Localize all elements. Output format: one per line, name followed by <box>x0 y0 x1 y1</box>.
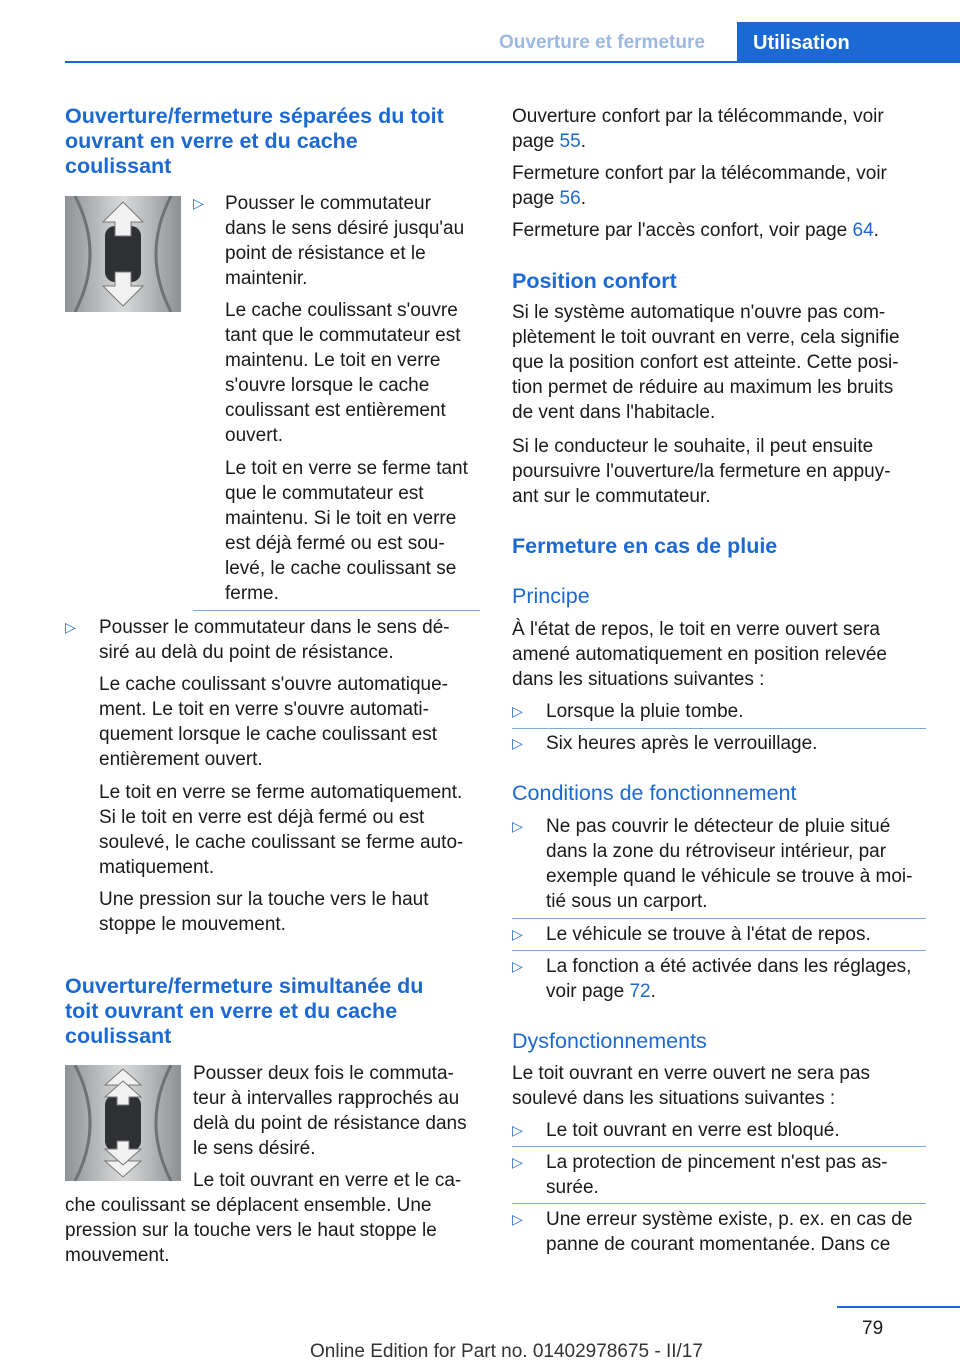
bullet-text: Une erreur système existe, p. ex. en cas de panne de courant momentanée. Dans ce <box>546 1209 913 1255</box>
switch-figure-1 <box>65 196 181 312</box>
bullet-icon: ▷ <box>193 195 204 211</box>
bullet-icon: ▷ <box>512 1154 523 1170</box>
paragraph-remote-close: Fermeture confort par la télécommande, voir page 56. <box>512 163 887 209</box>
bullet-icon: ▷ <box>512 926 523 942</box>
paragraph-remote-open: Ouverture confort par la télécommande, voir page 55. <box>512 106 884 152</box>
paragraph: À l'état de repos, le toit en verre ouvert sera amené automatiquement en position relevée dans les situations suivantes : <box>512 619 887 690</box>
heading-principle: Principe <box>512 584 590 608</box>
bullet-icon: ▷ <box>512 1122 523 1138</box>
paragraph: Le toit en verre se ferme tant que le commutateur est maintenu. Si le toit en verre est déjà fermé ou est sou‐ levé, le cache coulissant se ferme. <box>225 458 468 604</box>
bullet-icon: ▷ <box>512 1211 523 1227</box>
switch-figure-2 <box>65 1065 181 1181</box>
paragraph: Le toit ouvrant en verre et le ca‐ <box>193 1170 462 1191</box>
paragraph: Si le système automatique n'ouvre pas com‐ plètement le toit ouvrant en verre, cela signifie que la position confort est atteinte. Cette posi‐ tion permet de réduire au maximum les bruits de vent dans l'habitacle. <box>512 302 900 423</box>
paragraph: Une pression sur la touche vers le haut stoppe le mouvement. <box>99 889 429 935</box>
divider <box>193 610 480 611</box>
bullet-text: La protection de pincement n'est pas as‐ surée. <box>546 1152 888 1198</box>
divider <box>512 950 926 951</box>
page-link-56[interactable]: 56 <box>559 188 581 209</box>
bullet-icon: ▷ <box>512 818 523 834</box>
header-section-title: Ouverture et fermeture <box>499 32 705 53</box>
bullet-text: Le véhicule se trouve à l'état de repos. <box>546 924 871 945</box>
paragraph: Le cache coulissant s'ouvre tant que le commutateur est maintenu. Le toit en verre s'ouvre lorsque le cache coulissant est entièrement ouvert. <box>225 300 461 446</box>
footer-rule <box>837 1306 960 1308</box>
bullet-icon: ▷ <box>512 958 523 974</box>
bullet-icon: ▷ <box>512 735 523 751</box>
heading-position: Position confort <box>512 269 677 293</box>
header-tab: Utilisation <box>737 22 960 62</box>
paragraph: Le cache coulissant s'ouvre automatique‐ ment. Le toit en verre s'ouvre automati‐ quement lorsque le cache coulissant est entièrement ouvert. <box>99 674 448 770</box>
paragraph: che coulissant se déplacent ensemble. Une pression sur la touche vers le haut stoppe le mouvement. <box>65 1195 437 1266</box>
bullet-text-1: Pousser le commutateur dans le sens désiré jusqu'au point de résistance et le maintenir. <box>225 193 465 289</box>
heading-rain: Fermeture en cas de pluie <box>512 534 778 558</box>
bullet-text: La fonction a été activée dans les réglages, voir page 72. <box>546 956 912 1002</box>
divider <box>512 1203 926 1204</box>
paragraph: Si le conducteur le souhaite, il peut ensuite poursuivre l'ouverture/la fermeture en appuy‐ ant sur le commutateur. <box>512 436 891 507</box>
heading-separate: Ouverture/fermeture séparées du toit ouvrant en verre et du cache coulissant <box>65 104 444 178</box>
paragraph: Le toit en verre se ferme automatiquement. Si le toit en verre est déjà fermé ou est soulevé, le cache coulissant se ferme auto‐ matiquement. <box>99 782 464 878</box>
heading-simultaneous: Ouverture/fermeture simultanée du toit ouvrant en verre et du cache coulissant <box>65 974 424 1048</box>
divider <box>512 728 926 729</box>
divider <box>512 1146 926 1147</box>
page-link-72[interactable]: 72 <box>629 981 651 1002</box>
paragraph: Pousser deux fois le commuta‐ teur à intervalles rapprochés au delà du point de résistance dans le sens désiré. <box>193 1063 467 1159</box>
page-number: 79 <box>862 1318 884 1339</box>
page-link-55[interactable]: 55 <box>559 131 581 152</box>
heading-malfunctions: Dysfonctionnements <box>512 1029 707 1053</box>
header-rule <box>65 61 960 63</box>
footer-edition: Online Edition for Part no. 01402978675 - II/17 <box>310 1341 703 1362</box>
bullet-text: Ne pas couvrir le détecteur de pluie situé dans la zone du rétroviseur intérieur, par exemple quand le véhicule se trouve à moi‐ tié sous un carport. <box>546 816 913 912</box>
heading-conditions: Conditions de fonctionnement <box>512 781 797 805</box>
bullet-text: Lorsque la pluie tombe. <box>546 701 744 722</box>
paragraph-comfort-access: Fermeture par l'accès confort, voir page 64. <box>512 220 879 241</box>
divider <box>512 918 926 919</box>
bullet-icon: ▷ <box>65 619 76 635</box>
page-link-64[interactable]: 64 <box>852 220 874 241</box>
bullet-text: Le toit ouvrant en verre est bloqué. <box>546 1120 840 1141</box>
bullet-text: Six heures après le verrouillage. <box>546 733 818 754</box>
bullet-icon: ▷ <box>512 703 523 719</box>
bullet-text-2: Pousser le commutateur dans le sens dé‐ siré au delà du point de résistance. <box>99 617 450 663</box>
paragraph: Le toit ouvrant en verre ouvert ne sera pas soulevé dans les situations suivantes : <box>512 1063 871 1109</box>
